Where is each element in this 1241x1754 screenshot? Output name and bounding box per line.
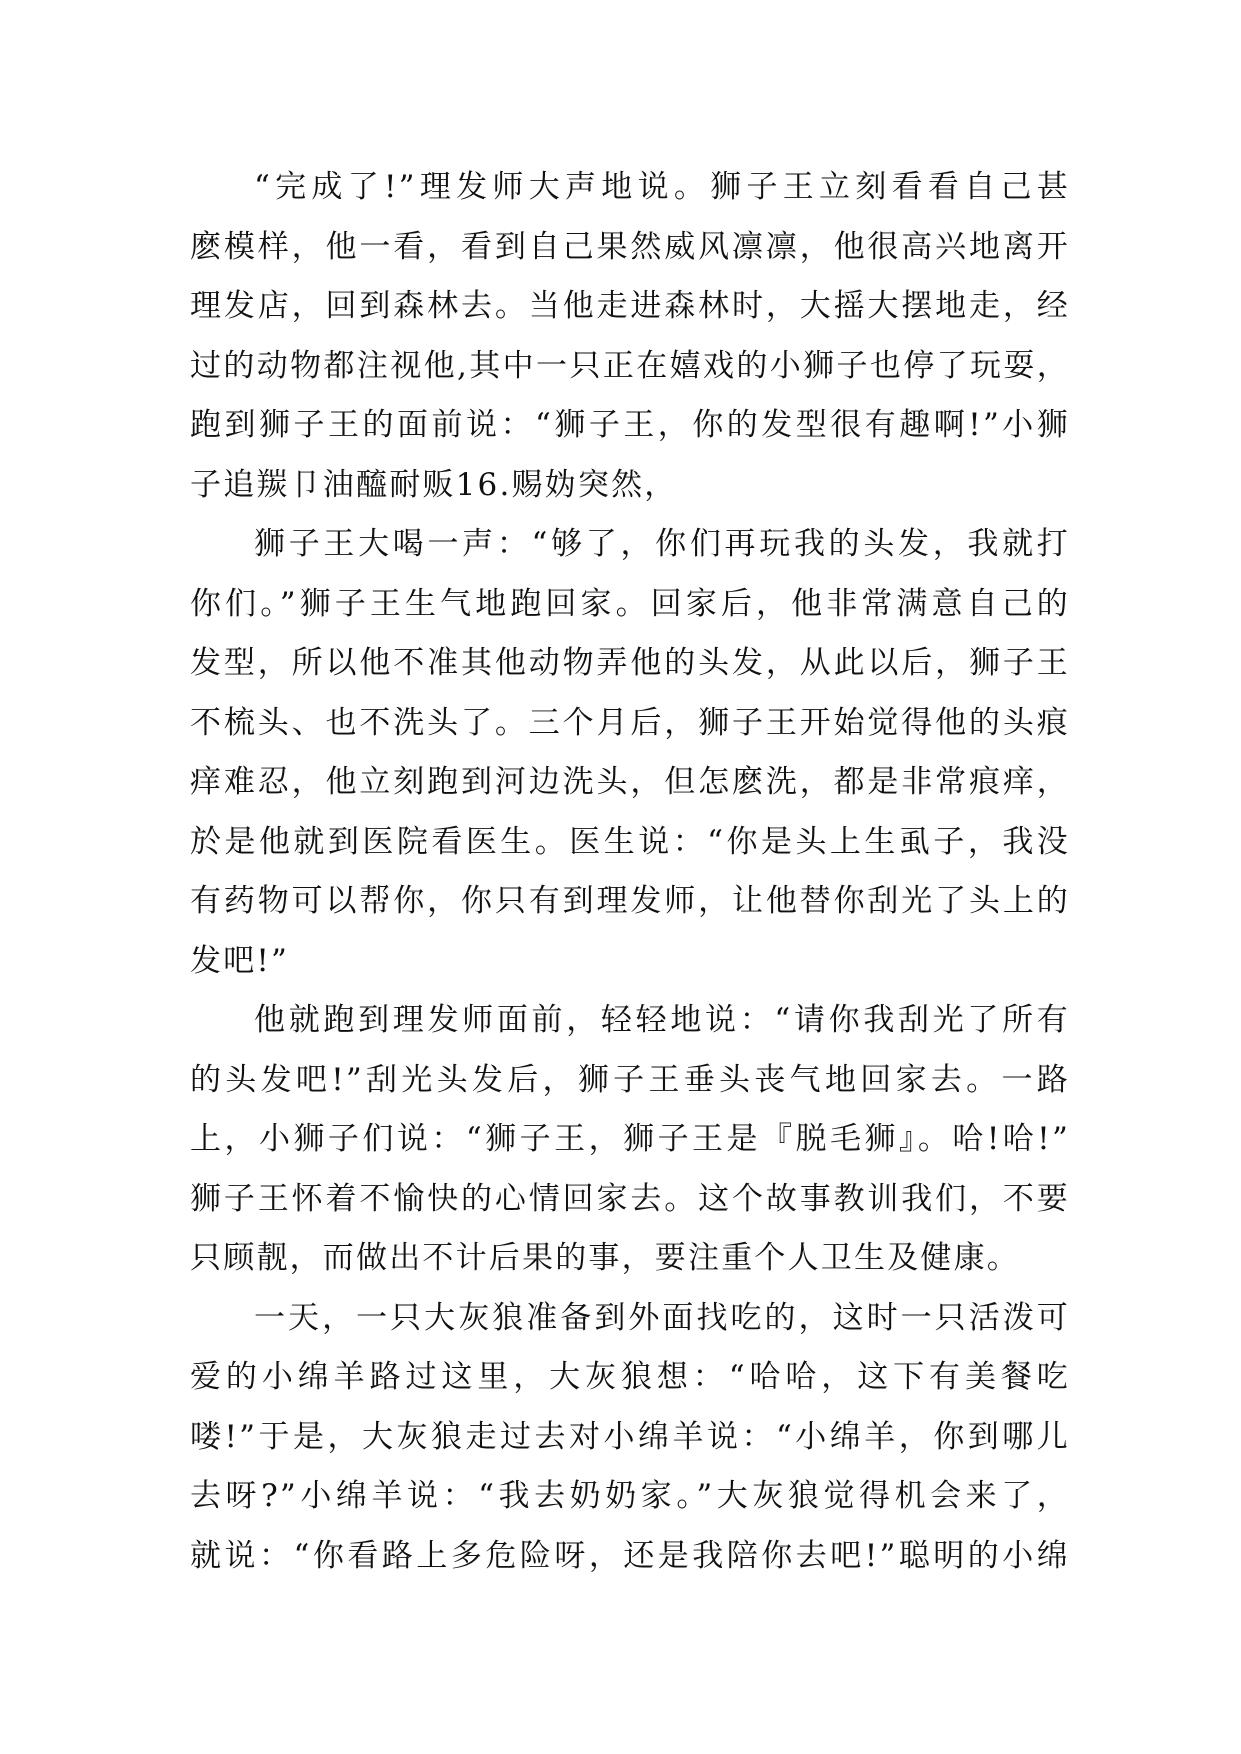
paragraph	[190, 158, 1070, 515]
text-line: 爱的小绵羊路过这里，大灰狼想：“哈哈，这下有美餐吃	[190, 1359, 1070, 1395]
text-line: 有药物可以帮你，你只有到理发师，让他替你刮光了头上的	[190, 883, 1070, 919]
text-line: 你们。”狮子王生气地跑回家。回家后，他非常满意自己的	[190, 585, 1070, 622]
text-line: 上，小狮子们说：“狮子王，狮子王是『脱毛狮』。哈!哈!”	[190, 1121, 1070, 1157]
text-line: 过的动物都注视他,其中一只正在嬉戏的小狮子也停了玩耍，	[190, 347, 1070, 384]
text-line: 去呀?”小绵羊说：“我去奶奶家。”大灰狼觉得机会来了，	[190, 1478, 1070, 1514]
text-line: 喽!”于是，大灰狼走过去对小绵羊说：“小绵羊，你到哪儿	[190, 1418, 1070, 1455]
text-line: 他就跑到理发师面前，轻轻地说：“请你我刮光了所有	[254, 1002, 1070, 1038]
text-line: 不梳头、也不洗头了。三个月后，狮子王开始觉得他的头痕	[190, 704, 1070, 741]
text-line: 痒难忍，他立刻跑到河边洗头，但怎麽洗，都是非常痕痒，	[190, 764, 1070, 800]
text-line: 发吧!”	[190, 942, 290, 979]
text-line: 於是他就到医院看医生。医生说：“你是头上生虱子，我没	[190, 823, 1070, 860]
text-line: 跑到狮子王的面前说：“狮子王，你的发型很有趣啊!”小狮	[190, 407, 1070, 443]
text-line: 就说：“你看路上多危险呀，还是我陪你去吧!”聪明的小绵	[190, 1537, 1070, 1574]
text-line: 只顾靓，而做出不计后果的事，要注重个人卫生及健康。	[190, 1240, 1020, 1276]
paragraph	[190, 991, 1070, 1289]
paragraph	[190, 1289, 1070, 1587]
text-line: 麽模样，他一看，看到自己果然威风凛凛，他很高兴地离开	[190, 228, 1070, 265]
text-line: “完成了!”理发师大声地说。狮子王立刻看看自己甚	[254, 169, 1070, 205]
paragraph	[190, 515, 1070, 991]
text-line: 理发店，回到森林去。当他走进森林时，大摇大摆地走，经	[190, 288, 1070, 324]
text-line: 狮子王大喝一声：“够了，你们再玩我的头发，我就打	[254, 526, 1070, 562]
text-line: 狮子王怀着不愉快的心情回家去。这个故事教训我们，不要	[190, 1180, 1070, 1217]
document-body	[190, 158, 1070, 1586]
text-line: 发型，所以他不准其他动物弄他的头发，从此以后，狮子王	[190, 645, 1070, 681]
text-line: 的头发吧!”刮光头发后，狮子王垂头丧气地回家去。一路	[190, 1061, 1070, 1098]
text-line: 一天，一只大灰狼准备到外面找吃的，这时一只活泼可	[254, 1299, 1070, 1336]
text-line: 子追羰卩油醯耐贩16.赐妫突然，	[190, 466, 678, 503]
